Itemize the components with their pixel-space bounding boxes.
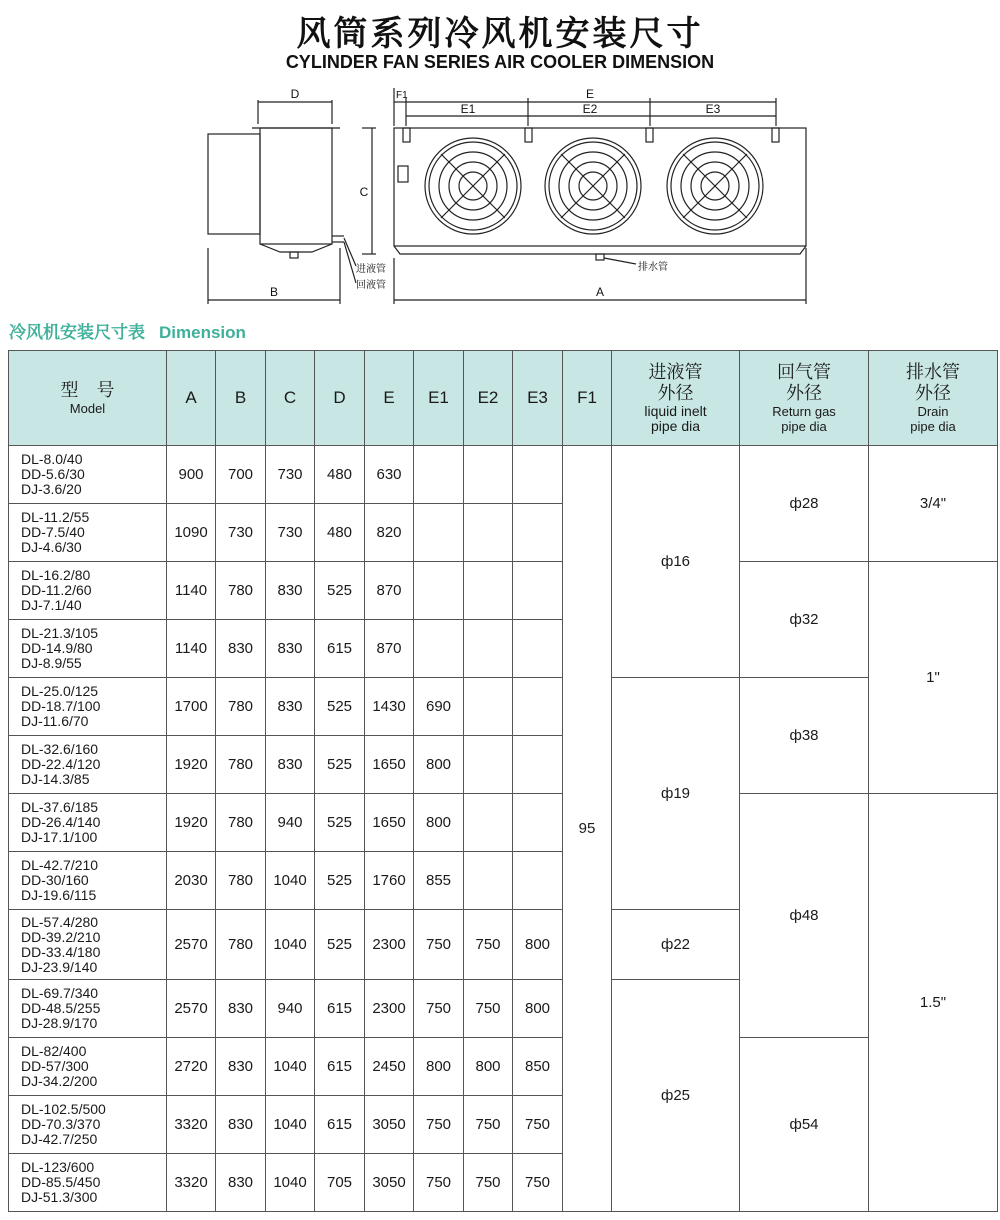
- header-liquid-pipe: 进液管 外径 liquid inelt pipe dia: [612, 351, 740, 446]
- model-name: DD-11.2/60: [21, 582, 92, 598]
- cell-e: 870: [365, 562, 414, 620]
- label-e: E: [585, 87, 595, 101]
- cell-e: 870: [365, 620, 414, 678]
- model-name: DD-5.6/30: [21, 466, 85, 482]
- cell-a: 2030: [167, 852, 216, 910]
- cell-e3: [513, 620, 563, 678]
- cell-e2: 750: [464, 1096, 513, 1154]
- cell-d: 705: [315, 1154, 365, 1212]
- model-name: DD-7.5/40: [21, 524, 85, 540]
- cell-e2: [464, 504, 513, 562]
- cell-e1: 750: [414, 1096, 464, 1154]
- model-name: DL-123/600: [21, 1159, 95, 1175]
- cell-e3: [513, 794, 563, 852]
- cell-e1: [414, 620, 464, 678]
- model-name: DL-37.6/185: [21, 799, 99, 815]
- table-row: [9, 1038, 998, 1096]
- cell-return-pipe: ф54: [740, 1038, 869, 1212]
- cell-c: 1040: [266, 1038, 315, 1096]
- model-cell: [9, 1038, 167, 1096]
- cell-drain-pipe: 1.5": [869, 794, 998, 1212]
- cell-b: 830: [216, 620, 266, 678]
- model-cell: [9, 562, 167, 620]
- cell-e3: 800: [513, 980, 563, 1038]
- header-e1: E1: [414, 351, 464, 446]
- cell-e1: 690: [414, 678, 464, 736]
- cell-return-pipe: ф28: [740, 446, 869, 562]
- model-name: DJ-11.6/70: [21, 713, 89, 729]
- label-e3: E3: [705, 102, 721, 116]
- cell-b: 830: [216, 980, 266, 1038]
- cell-c: 830: [266, 678, 315, 736]
- model-cell: [9, 620, 167, 678]
- header-e2: E2: [464, 351, 513, 446]
- header-drain-pipe: 排水管 外径 Drain pipe dia: [869, 351, 998, 446]
- model-name: DD-70.3/370: [21, 1116, 101, 1132]
- cell-e3: [513, 504, 563, 562]
- model-name: DD-26.4/140: [21, 814, 101, 830]
- cell-e: 820: [365, 504, 414, 562]
- model-cell: [9, 910, 167, 980]
- cell-e2: 800: [464, 1038, 513, 1096]
- cell-e: 2300: [365, 980, 414, 1038]
- cell-c: 730: [266, 446, 315, 504]
- model-name: DL-16.2/80: [21, 567, 91, 583]
- cell-c: 1040: [266, 1096, 315, 1154]
- cell-e1: 750: [414, 980, 464, 1038]
- cell-a: 1700: [167, 678, 216, 736]
- model-name: DL-11.2/55: [21, 509, 90, 525]
- cell-d: 615: [315, 980, 365, 1038]
- cell-e1: 855: [414, 852, 464, 910]
- model-cell: [9, 1096, 167, 1154]
- cell-a: 2570: [167, 910, 216, 980]
- cell-a: 3320: [167, 1096, 216, 1154]
- model-name: DJ-28.9/170: [21, 1015, 98, 1031]
- table-row: [9, 446, 998, 504]
- cell-e1: [414, 562, 464, 620]
- page-title: 风筒系列冷风机安装尺寸: [296, 14, 704, 54]
- header-b: B: [216, 351, 266, 446]
- cell-d: 525: [315, 562, 365, 620]
- label-return-pipe: 回液管: [356, 280, 386, 291]
- cell-d: 525: [315, 678, 365, 736]
- cell-e1: 800: [414, 1038, 464, 1096]
- model-name: DD-18.7/100: [21, 698, 101, 714]
- cell-e3: 750: [513, 1154, 563, 1212]
- cell-b: 780: [216, 852, 266, 910]
- header-c: C: [266, 351, 315, 446]
- cell-d: 480: [315, 446, 365, 504]
- label-a: A: [595, 285, 605, 299]
- table-header-row: [9, 351, 998, 446]
- cell-e1: 750: [414, 910, 464, 980]
- cell-drain-pipe: 3/4": [869, 446, 998, 562]
- model-cell: [9, 446, 167, 504]
- cell-c: 940: [266, 794, 315, 852]
- cell-e3: [513, 562, 563, 620]
- model-name: DJ-23.9/140: [21, 958, 98, 975]
- cell-e3: 850: [513, 1038, 563, 1096]
- cell-return-pipe: ф32: [740, 562, 869, 678]
- cell-e: 3050: [365, 1154, 414, 1212]
- model-name: DL-42.7/210: [21, 857, 99, 873]
- model-cell: [9, 852, 167, 910]
- model-name: DL-57.4/280: [21, 913, 99, 930]
- model-name: DL-102.5/500: [21, 1101, 106, 1117]
- cell-b: 830: [216, 1038, 266, 1096]
- label-e2: E2: [582, 102, 598, 116]
- cell-e2: 750: [464, 910, 513, 980]
- model-name: DJ-14.3/85: [21, 771, 90, 787]
- cell-c: 830: [266, 562, 315, 620]
- cell-d: 525: [315, 794, 365, 852]
- model-cell: [9, 1154, 167, 1212]
- header-e: E: [365, 351, 414, 446]
- model-name: DJ-19.6/115: [21, 887, 97, 903]
- model-name: DL-25.0/125: [21, 683, 99, 699]
- cell-e: 630: [365, 446, 414, 504]
- cell-b: 780: [216, 794, 266, 852]
- model-cell: [9, 794, 167, 852]
- cell-c: 1040: [266, 910, 315, 980]
- table-row: [9, 794, 998, 852]
- cell-e1: [414, 446, 464, 504]
- cell-e3: 800: [513, 910, 563, 980]
- cell-e2: [464, 852, 513, 910]
- section-title: [9, 318, 246, 343]
- cell-c: 1040: [266, 852, 315, 910]
- model-name: DD-14.9/80: [21, 640, 93, 656]
- header-model: 型 号 Model: [9, 351, 167, 446]
- dimension-diagram: [0, 78, 1000, 310]
- section-title-en: Dimension: [159, 323, 246, 342]
- label-d: D: [290, 87, 300, 101]
- model-name: DL-21.3/105: [21, 625, 99, 641]
- cell-e3: [513, 852, 563, 910]
- label-b: B: [269, 285, 279, 299]
- cell-e3: [513, 446, 563, 504]
- cell-e1: 800: [414, 736, 464, 794]
- cell-a: 1140: [167, 620, 216, 678]
- cell-liquid-pipe: ф16: [612, 446, 740, 678]
- cell-a: 3320: [167, 1154, 216, 1212]
- cell-b: 830: [216, 1096, 266, 1154]
- cell-b: 700: [216, 446, 266, 504]
- cell-b: 830: [216, 1154, 266, 1212]
- cell-e: 1760: [365, 852, 414, 910]
- page-subtitle: CYLINDER FAN SERIES AIR COOLER DIMENSION: [285, 52, 715, 72]
- table-row: [9, 562, 998, 620]
- cell-e2: [464, 678, 513, 736]
- cell-e2: [464, 620, 513, 678]
- header-d: D: [315, 351, 365, 446]
- cell-b: 780: [216, 678, 266, 736]
- model-name: DJ-17.1/100: [21, 829, 98, 845]
- label-inlet-pipe: 进液管: [356, 264, 386, 275]
- label-c: C: [359, 185, 369, 199]
- cell-e: 1430: [365, 678, 414, 736]
- dimension-table: [8, 350, 998, 1212]
- cell-c: 940: [266, 980, 315, 1038]
- cell-return-pipe: ф48: [740, 794, 869, 1038]
- cell-e2: [464, 794, 513, 852]
- cell-b: 780: [216, 910, 266, 980]
- cell-c: 1040: [266, 1154, 315, 1212]
- cell-drain-pipe: 1": [869, 562, 998, 794]
- model-name: DJ-7.1/40: [21, 597, 82, 613]
- cell-a: 1090: [167, 504, 216, 562]
- cell-c: 830: [266, 620, 315, 678]
- model-name: DL-32.6/160: [21, 741, 99, 757]
- cell-e: 2300: [365, 910, 414, 980]
- cell-d: 615: [315, 620, 365, 678]
- cell-d: 615: [315, 1096, 365, 1154]
- header-a: A: [167, 351, 216, 446]
- cell-c: 730: [266, 504, 315, 562]
- cell-e2: 750: [464, 1154, 513, 1212]
- model-name: DD-33.4/180: [21, 943, 101, 960]
- model-name: DL-82/400: [21, 1043, 87, 1059]
- model-cell: [9, 980, 167, 1038]
- cell-a: 1140: [167, 562, 216, 620]
- cell-e1: 750: [414, 1154, 464, 1212]
- cell-liquid-pipe: ф25: [612, 980, 740, 1212]
- cell-liquid-pipe: ф19: [612, 678, 740, 910]
- cell-e: 3050: [365, 1096, 414, 1154]
- cell-a: 2570: [167, 980, 216, 1038]
- cell-f1: 95: [563, 446, 612, 1212]
- cell-e3: [513, 736, 563, 794]
- label-drain-pipe: 排水管: [638, 262, 668, 273]
- model-name: DD-22.4/120: [21, 756, 101, 772]
- header-e3: E3: [513, 351, 563, 446]
- cell-e2: [464, 562, 513, 620]
- model-name: DJ-4.6/30: [21, 539, 82, 555]
- model-name: DL-69.7/340: [21, 985, 99, 1001]
- cell-e: 1650: [365, 794, 414, 852]
- cell-d: 525: [315, 736, 365, 794]
- cell-a: 1920: [167, 736, 216, 794]
- model-cell: [9, 678, 167, 736]
- header-return-pipe: 回气管 外径 Return gas pipe dia: [740, 351, 869, 446]
- label-e1: E1: [460, 102, 476, 116]
- model-cell: [9, 504, 167, 562]
- cell-b: 780: [216, 736, 266, 794]
- cell-e3: [513, 678, 563, 736]
- cell-return-pipe: ф38: [740, 678, 869, 794]
- cell-e: 1650: [365, 736, 414, 794]
- model-name: DJ-3.6/20: [21, 481, 82, 497]
- model-name: DD-39.2/210: [21, 928, 101, 945]
- table-row: [9, 678, 998, 736]
- cell-e2: [464, 446, 513, 504]
- model-name: DD-57/300: [21, 1058, 89, 1074]
- cell-e1: [414, 504, 464, 562]
- cell-a: 900: [167, 446, 216, 504]
- cell-a: 2720: [167, 1038, 216, 1096]
- cell-e2: [464, 736, 513, 794]
- model-name: DJ-34.2/200: [21, 1073, 98, 1089]
- cell-d: 615: [315, 1038, 365, 1096]
- cell-e1: 800: [414, 794, 464, 852]
- header-f1: F1: [563, 351, 612, 446]
- cell-liquid-pipe: ф22: [612, 910, 740, 980]
- model-name: DJ-8.9/55: [21, 655, 82, 671]
- side-fan-cylinder: [208, 134, 260, 234]
- model-name: DJ-42.7/250: [21, 1131, 98, 1147]
- cell-d: 480: [315, 504, 365, 562]
- label-f1: F1: [396, 90, 408, 101]
- cell-d: 525: [315, 852, 365, 910]
- side-body: [260, 128, 332, 244]
- model-name: DD-48.5/255: [21, 1000, 101, 1016]
- fan-icon: [425, 138, 763, 234]
- model-name: DD-85.5/450: [21, 1174, 101, 1190]
- model-name: DJ-51.3/300: [21, 1189, 98, 1205]
- cell-b: 730: [216, 504, 266, 562]
- cell-c: 830: [266, 736, 315, 794]
- model-cell: [9, 736, 167, 794]
- cell-b: 780: [216, 562, 266, 620]
- cell-a: 1920: [167, 794, 216, 852]
- cell-d: 525: [315, 910, 365, 980]
- cell-e3: 750: [513, 1096, 563, 1154]
- section-title-cn: 冷风机安装尺寸表: [9, 323, 145, 343]
- cell-e: 2450: [365, 1038, 414, 1096]
- cell-e2: 750: [464, 980, 513, 1038]
- model-name: DD-30/160: [21, 872, 89, 888]
- model-name: DL-8.0/40: [21, 451, 83, 467]
